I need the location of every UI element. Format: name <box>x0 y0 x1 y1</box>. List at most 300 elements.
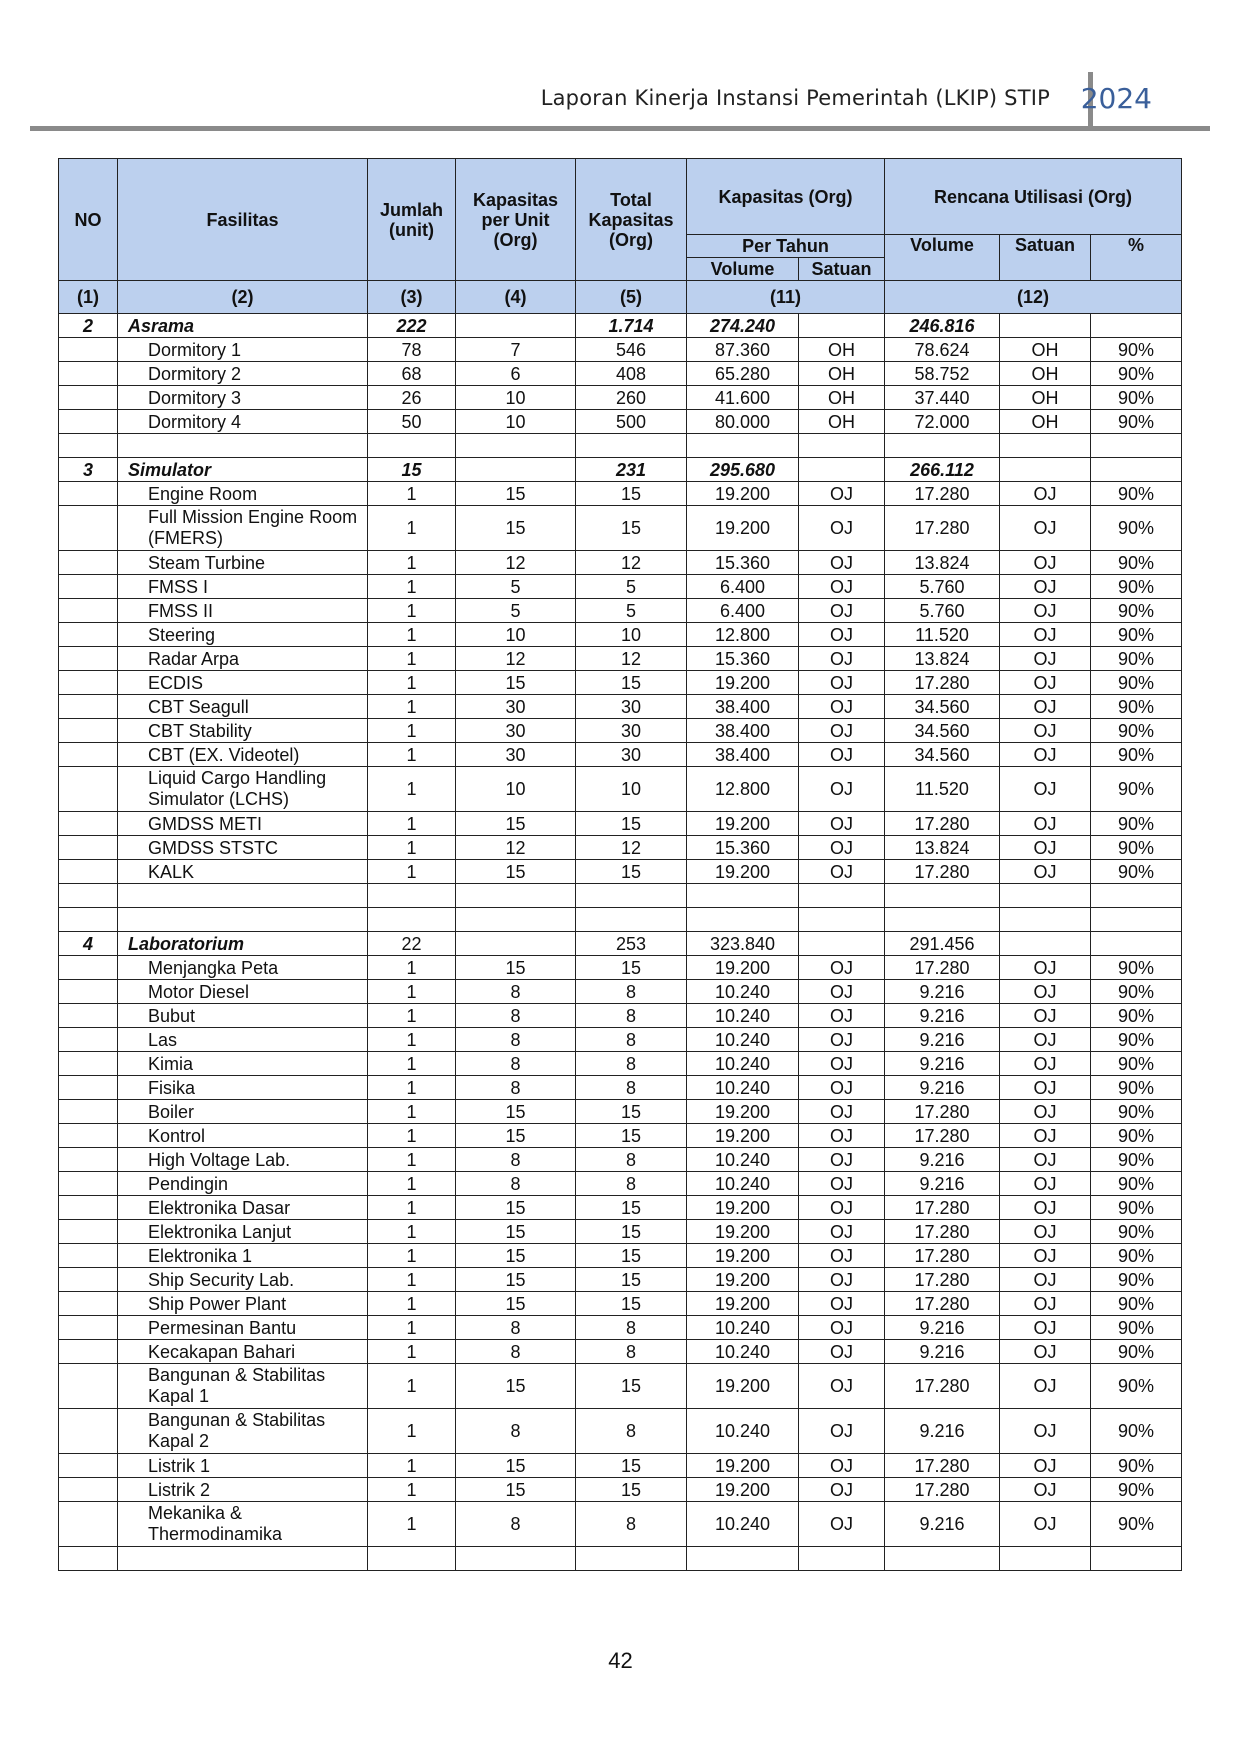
empty-cell <box>885 1547 1000 1571</box>
header-rencana-utilisasi: Rencana Utilisasi (Org) <box>885 159 1182 235</box>
cell-no <box>59 812 118 836</box>
cell-satuan: OJ <box>799 743 885 767</box>
cell-total-kapasitas: 10 <box>576 767 687 812</box>
cell-total-kapasitas: 15 <box>576 482 687 506</box>
cell-kapasitas-per-unit: 15 <box>456 1268 576 1292</box>
cell-volume: 10.240 <box>687 1004 799 1028</box>
report-year: 2024 <box>1080 82 1152 115</box>
table-row <box>59 1409 1182 1454</box>
cell-fasilitas: FMSS I <box>118 575 368 599</box>
empty-cell <box>59 1547 118 1571</box>
cell-no <box>59 695 118 719</box>
cell-jumlah: 1 <box>368 506 456 551</box>
cell-fasilitas: Bangunan & Stabilitas Kapal 2 <box>118 1409 368 1454</box>
cell-volume: 19.200 <box>687 1196 799 1220</box>
cell-total-kapasitas: 8 <box>576 1028 687 1052</box>
cell-rencana-satuan: OJ <box>1000 767 1091 812</box>
cell-volume: 19.200 <box>687 671 799 695</box>
cell-volume: 323.840 <box>687 932 799 956</box>
cell-fasilitas: GMDSS STSTC <box>118 836 368 860</box>
cell-jumlah: 1 <box>368 1052 456 1076</box>
cell-jumlah: 1 <box>368 1004 456 1028</box>
cell-rencana-volume: 78.624 <box>885 338 1000 362</box>
table-row <box>59 599 1182 623</box>
cell-total-kapasitas: 5 <box>576 575 687 599</box>
table-row <box>59 1340 1182 1364</box>
blank-row <box>59 1547 1182 1571</box>
cell-persen: 90% <box>1091 647 1182 671</box>
cell-rencana-volume: 17.280 <box>885 1454 1000 1478</box>
cell-rencana-volume: 9.216 <box>885 980 1000 1004</box>
cell-persen: 90% <box>1091 860 1182 884</box>
empty-cell <box>576 908 687 932</box>
cell-kapasitas-per-unit: 30 <box>456 719 576 743</box>
cell-kapasitas-per-unit: 8 <box>456 1004 576 1028</box>
cell-volume: 10.240 <box>687 980 799 1004</box>
cell-kapasitas-per-unit: 5 <box>456 575 576 599</box>
cell-jumlah: 1 <box>368 1028 456 1052</box>
cell-jumlah: 1 <box>368 1478 456 1502</box>
cell-total-kapasitas: 15 <box>576 1100 687 1124</box>
cell-volume: 19.200 <box>687 1100 799 1124</box>
cell-persen: 90% <box>1091 1454 1182 1478</box>
cell-satuan: OJ <box>799 1172 885 1196</box>
cell-fasilitas: Asrama <box>118 314 368 338</box>
cell-no <box>59 1196 118 1220</box>
cell-volume: 19.200 <box>687 506 799 551</box>
cell-rencana-satuan: OJ <box>1000 1196 1091 1220</box>
cell-jumlah: 26 <box>368 386 456 410</box>
cell-satuan: OJ <box>799 1409 885 1454</box>
cell-fasilitas: Pendingin <box>118 1172 368 1196</box>
table-row <box>59 506 1182 551</box>
cell-rencana-volume: 9.216 <box>885 1052 1000 1076</box>
cell-volume: 19.200 <box>687 1268 799 1292</box>
cell-fasilitas: Steam Turbine <box>118 551 368 575</box>
cell-no <box>59 1100 118 1124</box>
group-row <box>59 932 1182 956</box>
cell-kapasitas-per-unit: 15 <box>456 860 576 884</box>
empty-cell <box>456 1547 576 1571</box>
cell-volume: 80.000 <box>687 410 799 434</box>
cell-total-kapasitas: 15 <box>576 1364 687 1409</box>
cell-satuan: OH <box>799 410 885 434</box>
cell-jumlah: 1 <box>368 956 456 980</box>
cell-jumlah: 1 <box>368 551 456 575</box>
table-row <box>59 1148 1182 1172</box>
cell-satuan: OJ <box>799 1316 885 1340</box>
cell-persen: 90% <box>1091 1316 1182 1340</box>
cell-persen: 90% <box>1091 410 1182 434</box>
table-row <box>59 836 1182 860</box>
cell-satuan: OJ <box>799 1340 885 1364</box>
cell-jumlah: 1 <box>368 743 456 767</box>
cell-jumlah: 1 <box>368 623 456 647</box>
cell-kapasitas-per-unit: 15 <box>456 1196 576 1220</box>
cell-total-kapasitas: 8 <box>576 1004 687 1028</box>
empty-cell <box>885 434 1000 458</box>
page-number: 42 <box>608 1648 633 1673</box>
cell-satuan: OJ <box>799 1148 885 1172</box>
cell-no <box>59 1478 118 1502</box>
cell-total-kapasitas: 15 <box>576 1244 687 1268</box>
cell-fasilitas: Dormitory 3 <box>118 386 368 410</box>
cell-persen <box>1091 932 1182 956</box>
cell-satuan: OJ <box>799 551 885 575</box>
cell-rencana-satuan: OJ <box>1000 1364 1091 1409</box>
cell-kapasitas-per-unit <box>456 458 576 482</box>
cell-kapasitas-per-unit: 8 <box>456 980 576 1004</box>
cell-persen: 90% <box>1091 695 1182 719</box>
cell-fasilitas: Kimia <box>118 1052 368 1076</box>
cell-rencana-volume: 5.760 <box>885 599 1000 623</box>
cell-jumlah: 78 <box>368 338 456 362</box>
cell-kapasitas-per-unit: 15 <box>456 1478 576 1502</box>
header-rencana-volume: Volume <box>885 235 1000 281</box>
cell-rencana-volume: 17.280 <box>885 1244 1000 1268</box>
cell-rencana-satuan: OJ <box>1000 1220 1091 1244</box>
cell-fasilitas: Ship Security Lab. <box>118 1268 368 1292</box>
cell-no <box>59 410 118 434</box>
cell-rencana-volume: 9.216 <box>885 1028 1000 1052</box>
cell-no <box>59 623 118 647</box>
cell-persen <box>1091 458 1182 482</box>
cell-volume: 10.240 <box>687 1076 799 1100</box>
cell-no <box>59 1364 118 1409</box>
column-number: (5) <box>576 281 687 314</box>
header-kapasitas-per-unit: Kapasitas per Unit (Org) <box>456 159 576 281</box>
cell-rencana-satuan: OJ <box>1000 1454 1091 1478</box>
cell-persen: 90% <box>1091 1478 1182 1502</box>
cell-satuan: OH <box>799 386 885 410</box>
empty-cell <box>799 434 885 458</box>
cell-fasilitas: GMDSS METI <box>118 812 368 836</box>
table-row <box>59 980 1182 1004</box>
cell-kapasitas-per-unit: 8 <box>456 1028 576 1052</box>
cell-fasilitas: Las <box>118 1028 368 1052</box>
cell-kapasitas-per-unit: 8 <box>456 1316 576 1340</box>
cell-satuan: OJ <box>799 599 885 623</box>
cell-no <box>59 386 118 410</box>
cell-rencana-volume: 17.280 <box>885 860 1000 884</box>
cell-rencana-volume: 34.560 <box>885 719 1000 743</box>
cell-rencana-volume: 17.280 <box>885 1220 1000 1244</box>
table-row <box>59 695 1182 719</box>
cell-rencana-volume: 13.824 <box>885 647 1000 671</box>
cell-kapasitas-per-unit: 10 <box>456 623 576 647</box>
table-row <box>59 812 1182 836</box>
cell-persen <box>1091 314 1182 338</box>
cell-rencana-volume: 72.000 <box>885 410 1000 434</box>
cell-satuan: OJ <box>799 671 885 695</box>
cell-total-kapasitas: 30 <box>576 695 687 719</box>
cell-fasilitas: Permesinan Bantu <box>118 1316 368 1340</box>
cell-total-kapasitas: 260 <box>576 386 687 410</box>
empty-cell <box>118 908 368 932</box>
table-row <box>59 1316 1182 1340</box>
table-body <box>59 314 1182 1571</box>
cell-no <box>59 1172 118 1196</box>
cell-kapasitas-per-unit: 15 <box>456 812 576 836</box>
cell-fasilitas: ECDIS <box>118 671 368 695</box>
cell-satuan: OJ <box>799 1292 885 1316</box>
cell-volume: 15.360 <box>687 836 799 860</box>
cell-persen: 90% <box>1091 836 1182 860</box>
cell-satuan: OJ <box>799 767 885 812</box>
empty-cell <box>576 1547 687 1571</box>
cell-kapasitas-per-unit: 8 <box>456 1340 576 1364</box>
cell-volume: 19.200 <box>687 1454 799 1478</box>
cell-jumlah: 1 <box>368 1196 456 1220</box>
cell-volume: 10.240 <box>687 1409 799 1454</box>
cell-volume: 274.240 <box>687 314 799 338</box>
cell-no <box>59 551 118 575</box>
cell-fasilitas: KALK <box>118 860 368 884</box>
header-kapasitas: Kapasitas (Org) <box>687 159 885 235</box>
cell-rencana-satuan: OJ <box>1000 695 1091 719</box>
cell-no <box>59 482 118 506</box>
cell-fasilitas: Elektronika Lanjut <box>118 1220 368 1244</box>
cell-rencana-volume: 9.216 <box>885 1004 1000 1028</box>
empty-cell <box>456 884 576 908</box>
cell-rencana-satuan: OJ <box>1000 743 1091 767</box>
cell-total-kapasitas: 408 <box>576 362 687 386</box>
cell-kapasitas-per-unit <box>456 314 576 338</box>
cell-volume: 41.600 <box>687 386 799 410</box>
cell-satuan: OH <box>799 362 885 386</box>
cell-rencana-volume: 17.280 <box>885 1364 1000 1409</box>
cell-total-kapasitas: 5 <box>576 599 687 623</box>
cell-total-kapasitas: 8 <box>576 1052 687 1076</box>
cell-kapasitas-per-unit: 10 <box>456 767 576 812</box>
cell-fasilitas: Full Mission Engine Room (FMERS) <box>118 506 368 551</box>
cell-total-kapasitas: 15 <box>576 1268 687 1292</box>
cell-fasilitas: High Voltage Lab. <box>118 1148 368 1172</box>
cell-rencana-volume: 37.440 <box>885 386 1000 410</box>
cell-total-kapasitas: 12 <box>576 647 687 671</box>
cell-jumlah: 1 <box>368 1244 456 1268</box>
empty-cell <box>1091 884 1182 908</box>
cell-kapasitas-per-unit: 12 <box>456 836 576 860</box>
cell-total-kapasitas: 15 <box>576 860 687 884</box>
cell-satuan: OJ <box>799 836 885 860</box>
header-rencana-satuan: Satuan <box>1000 235 1091 281</box>
cell-rencana-volume: 17.280 <box>885 956 1000 980</box>
cell-kapasitas-per-unit: 8 <box>456 1076 576 1100</box>
cell-jumlah: 1 <box>368 599 456 623</box>
cell-rencana-satuan: OJ <box>1000 1478 1091 1502</box>
cell-rencana-satuan: OJ <box>1000 1409 1091 1454</box>
cell-persen: 90% <box>1091 1268 1182 1292</box>
cell-jumlah: 1 <box>368 1268 456 1292</box>
cell-rencana-satuan: OJ <box>1000 1172 1091 1196</box>
table-row <box>59 623 1182 647</box>
cell-volume: 19.200 <box>687 1478 799 1502</box>
cell-kapasitas-per-unit: 15 <box>456 482 576 506</box>
column-number: (4) <box>456 281 576 314</box>
header-jumlah: Jumlah (unit) <box>368 159 456 281</box>
facilities-table <box>58 158 1182 1571</box>
cell-rencana-satuan: OJ <box>1000 719 1091 743</box>
cell-satuan: OJ <box>799 482 885 506</box>
column-number: (3) <box>368 281 456 314</box>
cell-satuan: OJ <box>799 980 885 1004</box>
cell-total-kapasitas: 30 <box>576 719 687 743</box>
cell-rencana-volume: 17.280 <box>885 1268 1000 1292</box>
cell-kapasitas-per-unit: 15 <box>456 1292 576 1316</box>
table-row <box>59 743 1182 767</box>
cell-rencana-volume: 13.824 <box>885 836 1000 860</box>
table-row <box>59 482 1182 506</box>
cell-fasilitas: CBT Seagull <box>118 695 368 719</box>
cell-rencana-volume: 9.216 <box>885 1409 1000 1454</box>
cell-rencana-volume: 11.520 <box>885 767 1000 812</box>
cell-no <box>59 1220 118 1244</box>
table-row <box>59 1478 1182 1502</box>
cell-volume: 295.680 <box>687 458 799 482</box>
cell-satuan: OJ <box>799 1124 885 1148</box>
table-row <box>59 1364 1182 1409</box>
table-row <box>59 1004 1182 1028</box>
empty-cell <box>1091 908 1182 932</box>
cell-satuan <box>799 458 885 482</box>
cell-rencana-volume: 17.280 <box>885 1124 1000 1148</box>
cell-rencana-volume: 246.816 <box>885 314 1000 338</box>
empty-cell <box>1000 908 1091 932</box>
empty-cell <box>687 884 799 908</box>
cell-jumlah: 1 <box>368 860 456 884</box>
header-no: NO <box>59 159 118 281</box>
cell-jumlah: 1 <box>368 1502 456 1547</box>
cell-jumlah: 1 <box>368 812 456 836</box>
cell-fasilitas: Elektronika 1 <box>118 1244 368 1268</box>
empty-cell <box>456 908 576 932</box>
cell-persen: 90% <box>1091 575 1182 599</box>
cell-volume: 38.400 <box>687 743 799 767</box>
cell-persen: 90% <box>1091 1220 1182 1244</box>
header-total-kapasitas: Total Kapasitas (Org) <box>576 159 687 281</box>
cell-kapasitas-per-unit: 6 <box>456 362 576 386</box>
table-row <box>59 1028 1182 1052</box>
table-row <box>59 1268 1182 1292</box>
column-number: (12) <box>885 281 1182 314</box>
cell-rencana-satuan: OJ <box>1000 1028 1091 1052</box>
cell-no <box>59 1409 118 1454</box>
table-row <box>59 956 1182 980</box>
cell-no: 4 <box>59 932 118 956</box>
cell-no <box>59 860 118 884</box>
cell-persen: 90% <box>1091 1244 1182 1268</box>
header-per-tahun: Per Tahun <box>687 235 885 258</box>
cell-rencana-satuan: OH <box>1000 386 1091 410</box>
report-title: Laporan Kinerja Instansi Pemerintah (LKIP) STIP <box>540 86 1050 110</box>
cell-total-kapasitas: 8 <box>576 1340 687 1364</box>
cell-no <box>59 1244 118 1268</box>
group-row <box>59 458 1182 482</box>
header-kapasitas-satuan: Satuan <box>799 258 885 281</box>
cell-no <box>59 1076 118 1100</box>
cell-volume: 19.200 <box>687 1220 799 1244</box>
cell-kapasitas-per-unit: 15 <box>456 506 576 551</box>
cell-jumlah: 1 <box>368 719 456 743</box>
cell-total-kapasitas: 8 <box>576 1409 687 1454</box>
cell-no <box>59 1028 118 1052</box>
table-row <box>59 719 1182 743</box>
cell-persen: 90% <box>1091 1172 1182 1196</box>
cell-no <box>59 1454 118 1478</box>
cell-no <box>59 506 118 551</box>
cell-satuan: OJ <box>799 1502 885 1547</box>
cell-satuan: OJ <box>799 1028 885 1052</box>
cell-kapasitas-per-unit: 15 <box>456 956 576 980</box>
cell-volume: 10.240 <box>687 1502 799 1547</box>
cell-jumlah: 1 <box>368 1454 456 1478</box>
empty-cell <box>687 434 799 458</box>
cell-rencana-satuan: OJ <box>1000 1100 1091 1124</box>
empty-cell <box>576 434 687 458</box>
cell-persen: 90% <box>1091 338 1182 362</box>
cell-fasilitas: Liquid Cargo Handling Simulator (LCHS) <box>118 767 368 812</box>
cell-kapasitas-per-unit: 5 <box>456 599 576 623</box>
cell-satuan: OJ <box>799 1052 885 1076</box>
cell-fasilitas: Boiler <box>118 1100 368 1124</box>
cell-volume: 19.200 <box>687 1244 799 1268</box>
cell-volume: 10.240 <box>687 1316 799 1340</box>
cell-kapasitas-per-unit: 12 <box>456 551 576 575</box>
cell-rencana-satuan: OJ <box>1000 623 1091 647</box>
cell-rencana-volume: 9.216 <box>885 1172 1000 1196</box>
cell-no <box>59 1148 118 1172</box>
empty-cell <box>368 908 456 932</box>
cell-no <box>59 1268 118 1292</box>
cell-fasilitas: Simulator <box>118 458 368 482</box>
cell-fasilitas: Fisika <box>118 1076 368 1100</box>
table-row <box>59 1244 1182 1268</box>
cell-rencana-volume: 17.280 <box>885 506 1000 551</box>
cell-satuan: OJ <box>799 623 885 647</box>
cell-kapasitas-per-unit: 30 <box>456 743 576 767</box>
cell-persen: 90% <box>1091 767 1182 812</box>
empty-cell <box>1000 1547 1091 1571</box>
header-kapasitas-volume: Volume <box>687 258 799 281</box>
cell-kapasitas-per-unit: 10 <box>456 410 576 434</box>
cell-volume: 19.200 <box>687 860 799 884</box>
table-row <box>59 1076 1182 1100</box>
cell-jumlah: 1 <box>368 767 456 812</box>
empty-cell <box>1091 434 1182 458</box>
cell-rencana-satuan: OJ <box>1000 599 1091 623</box>
cell-no <box>59 338 118 362</box>
table-row <box>59 410 1182 434</box>
cell-persen: 90% <box>1091 551 1182 575</box>
cell-jumlah: 22 <box>368 932 456 956</box>
cell-rencana-satuan: OJ <box>1000 1124 1091 1148</box>
cell-persen: 90% <box>1091 482 1182 506</box>
empty-cell <box>799 908 885 932</box>
cell-rencana-satuan: OH <box>1000 338 1091 362</box>
cell-satuan: OJ <box>799 695 885 719</box>
cell-kapasitas-per-unit: 12 <box>456 647 576 671</box>
cell-rencana-volume: 13.824 <box>885 551 1000 575</box>
cell-persen: 90% <box>1091 719 1182 743</box>
cell-no <box>59 1340 118 1364</box>
cell-fasilitas: Elektronika Dasar <box>118 1196 368 1220</box>
cell-rencana-satuan: OJ <box>1000 1268 1091 1292</box>
cell-volume: 6.400 <box>687 575 799 599</box>
cell-rencana-satuan: OH <box>1000 410 1091 434</box>
cell-jumlah: 1 <box>368 575 456 599</box>
cell-total-kapasitas: 253 <box>576 932 687 956</box>
